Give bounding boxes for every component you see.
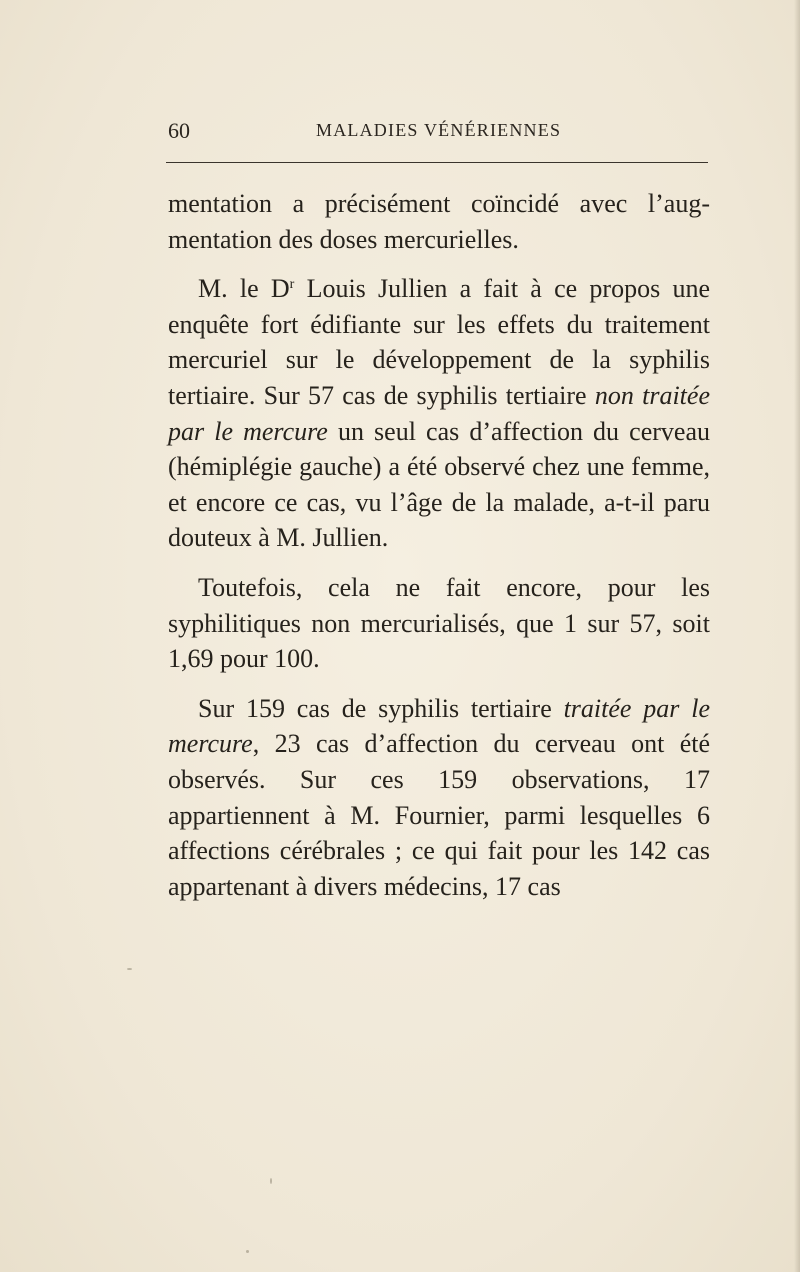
- paragraph-2-text-a: M. le D: [198, 274, 290, 304]
- paper-speck: [270, 1178, 272, 1184]
- running-header: [168, 118, 708, 148]
- paragraph-2-text-b: Louis Jullien a fait à ce propos une enquête fort édifiante sur les effets du traitement mercuriel sur le développement de la syphilis tertiaire. Sur 57 cas de syphilis tertiaire: [168, 274, 710, 410]
- paragraph-4-text-a: Sur 159 cas de syphilis tertiaire: [198, 693, 564, 723]
- paragraph-1: mentation a précisément coïncidé avec l’aug-mentation des doses mercurielles.: [168, 189, 710, 254]
- paragraph-4-text-b: , 23 cas d’affection du cerveau ont été observés. Sur ces 159 observations, 17 appartiennent à M. Fournier, parmi lesquelles 6 affections cérébrales ; ce qui fait pour les 142 cas appartenant à divers médecins, 17 cas: [168, 729, 710, 901]
- header-rule: [166, 162, 708, 163]
- page-number: 60: [168, 118, 190, 143]
- paper-speck: [246, 1250, 249, 1253]
- paper-speck: [127, 968, 132, 970]
- body-text: [168, 186, 710, 904]
- paragraph-4-italic: traitée par le mercure: [168, 693, 710, 759]
- running-title: MALADIES VÉNÉRIENNES: [316, 120, 562, 140]
- page-edge-shadow: [794, 0, 800, 1272]
- paragraph-2-superscript: r: [289, 277, 295, 293]
- paragraph-2-text-c: un seul cas d’affection du cerveau (hémiplégie gauche) a été observé chez une femme, et encore ce cas, vu l’âge de la malade, a-t-il paru douteux à M. Jullien.: [168, 416, 710, 553]
- paragraph-2: [168, 271, 710, 556]
- paragraph-3: Toutefois, cela ne fait encore, pour les syphilitiques non mercurialisés, que 1 sur 57, soit 1,69 pour 100.: [168, 572, 710, 674]
- paragraph-2-italic: non traitée par le mercure: [168, 380, 710, 446]
- paragraph-4: [168, 691, 710, 905]
